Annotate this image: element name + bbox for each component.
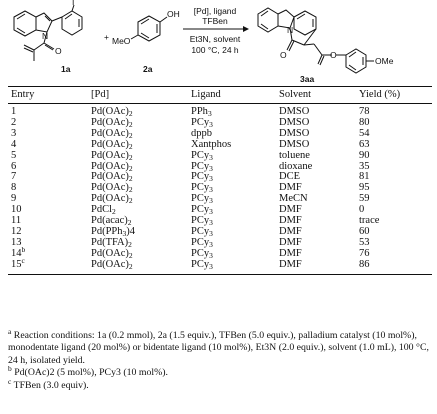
- entry-number: 2: [11, 116, 17, 128]
- pd-subscript: 2: [128, 239, 132, 249]
- pd-formula: Pd(OAc): [91, 106, 129, 117]
- reactant-2a-label: 2a: [143, 64, 153, 74]
- pd-subscript: 2: [128, 250, 133, 260]
- hydroxyl-label: OH: [167, 9, 180, 19]
- cell-yield: 63: [359, 138, 370, 150]
- footnote-b-mark: b: [8, 364, 12, 374]
- ligand-subscript: 3: [207, 109, 212, 118]
- cell-entry: [8, 129, 91, 140]
- pd-formula: Pd(OAc): [91, 247, 129, 259]
- ligand-formula: PCy: [191, 236, 210, 248]
- pd-formula: Pd(OAc): [91, 258, 129, 270]
- cell-yield: 0: [359, 204, 365, 216]
- cell-entry: [8, 118, 91, 129]
- col-header-yield: Yield (%): [359, 89, 401, 100]
- footnote-b: [8, 364, 432, 379]
- ligand-subscript: 3: [209, 207, 213, 217]
- entry-number: 12: [11, 225, 22, 237]
- reactant-1a-label: 1a: [61, 64, 71, 74]
- entry-number: 6: [11, 160, 17, 172]
- cell-solvent: DMF: [279, 204, 302, 216]
- pd-subscript: 2: [128, 119, 133, 129]
- cell-solvent: DMF: [279, 236, 302, 248]
- ligand-formula: PCy: [191, 149, 210, 161]
- product-nitrogen-label: N: [287, 25, 294, 35]
- cell-yield: 60: [359, 225, 370, 237]
- ligand-formula: PCy: [191, 215, 210, 227]
- pd-formula: Pd(OAc): [91, 127, 129, 139]
- ligand-subscript: 3: [209, 119, 213, 129]
- reactant-2a-structure: [131, 16, 167, 41]
- footnote-a-text: Reaction conditions: 1a (0.2 mmol), 2a (1.5 equiv.), TFBen (5.0 equiv.), palladium catalyst (10 mol%), monodentate ligand (20 mol%) or bidentate ligand (10 mol%), Et3N (2.0 equiv.), solvent (1.0 mL), 100 °C, 24 h, isolated yield.: [8, 330, 429, 366]
- ligand-formula: PCy: [191, 204, 210, 216]
- pd-formula: Pd(OAc): [91, 138, 129, 150]
- pd-formula: Pd(TFA): [91, 236, 129, 248]
- pd-subscript: 2: [128, 130, 133, 140]
- table-header: [8, 87, 432, 104]
- pd-formula: PdCl: [91, 204, 113, 216]
- conditions-catalyst: [Pd], ligand: [193, 6, 237, 16]
- cell-solvent: DMF: [279, 258, 302, 270]
- cell-yield: 35: [359, 160, 370, 172]
- plus-sign: +: [104, 32, 109, 42]
- cell-entry: [8, 140, 91, 151]
- cell-entry: [8, 104, 91, 118]
- entry-number: 7: [11, 171, 17, 183]
- col-header-entry: Entry: [11, 89, 35, 100]
- cell-yield: 80: [359, 116, 370, 128]
- iodine-atom-label: I: [72, 0, 75, 7]
- cell-solvent: DCE: [279, 171, 300, 183]
- pd-subscript: 2: [128, 196, 133, 206]
- cell-entry: [8, 172, 91, 183]
- table-body: [8, 104, 432, 275]
- cell-solvent: toluene: [279, 149, 310, 161]
- conditions-tfben: TFBen: [202, 16, 228, 26]
- ligand-formula: PCy: [191, 182, 210, 194]
- product-oxygen-label-1: O: [280, 50, 287, 60]
- ligand-subscript: 3: [209, 239, 213, 249]
- cell-entry: [8, 162, 91, 173]
- table-row: [8, 104, 432, 118]
- cell-solvent: DMF: [279, 182, 302, 194]
- pd-subscript: 2: [128, 261, 133, 271]
- ligand-formula: dppb: [191, 127, 212, 139]
- cell-yield: 59: [359, 193, 370, 205]
- table-row: [8, 151, 432, 162]
- cell-solvent: DMF: [279, 215, 302, 227]
- cell-solvent: DMSO: [279, 138, 310, 150]
- conditions-base-solvent: Et3N, solvent: [189, 34, 241, 44]
- pd-formula: Pd(acac): [91, 215, 128, 227]
- cell-yield: 54: [359, 127, 370, 139]
- ligand-formula: PCy: [191, 116, 210, 128]
- entry-number: 1: [11, 106, 17, 117]
- cell-entry: [8, 255, 91, 274]
- col-header-ligand: Ligand: [191, 89, 221, 100]
- table-footnotes: [8, 327, 432, 392]
- cell-yield: 78: [359, 106, 370, 117]
- pd-formula-tail: )4: [126, 225, 136, 237]
- pd-formula: Pd(PPh: [91, 225, 123, 237]
- product-methoxy-label: OMe: [375, 56, 394, 66]
- pd-formula: Pd(OAc): [91, 149, 129, 161]
- ligand-formula: PCy: [191, 160, 210, 172]
- entry-number: 8: [11, 182, 17, 194]
- cell-solvent: DMSO: [279, 127, 310, 139]
- methoxy-label: MeO: [112, 36, 131, 46]
- ligand-formula: PCy: [191, 247, 210, 259]
- pd-subscript: 2: [128, 152, 133, 162]
- cell-entry: [8, 183, 91, 194]
- ligand-subscript: 3: [209, 185, 213, 195]
- product-3aa-label: 3aa: [300, 74, 315, 84]
- pd-formula: Pd(OAc): [91, 182, 129, 194]
- entry-footnote-mark: b: [21, 244, 26, 254]
- entry-number: 9: [11, 193, 17, 205]
- ligand-formula: PPh: [191, 106, 208, 117]
- ligand-formula: PCy: [191, 258, 210, 270]
- ligand-formula: Xantphos: [191, 138, 232, 150]
- cell-ligand: [191, 104, 279, 118]
- table-row: [8, 140, 432, 151]
- ligand-subscript: 3: [209, 218, 213, 228]
- ligand-subscript: 3: [209, 228, 213, 238]
- reaction-arrow: [183, 26, 249, 32]
- ligand-subscript: 3: [209, 261, 213, 271]
- ligand-subscript: 3: [209, 196, 213, 206]
- cell-solvent: DMF: [279, 247, 302, 259]
- cell-yield: 76: [359, 247, 370, 259]
- conditions-temp-time: 100 °C, 24 h: [191, 45, 239, 55]
- cell-yield: 90: [359, 149, 370, 161]
- cell-yield: 81: [359, 171, 370, 183]
- cell-solvent: DMSO: [279, 116, 310, 128]
- entry-number: 4: [11, 138, 17, 150]
- col-header-solvent: Solvent: [279, 89, 312, 100]
- footnote-c: [8, 376, 432, 392]
- oxygen-atom-label: O: [55, 46, 62, 56]
- entry-number: 10: [11, 204, 22, 216]
- cell-yield: 95: [359, 182, 370, 194]
- entry-number: 11: [11, 215, 22, 227]
- entry-number: 14: [11, 247, 22, 259]
- footnote-b-text: Pd(OAc)2 (5 mol%), PCy3 (10 mol%).: [14, 367, 168, 379]
- cell-entry: [8, 151, 91, 162]
- ligand-formula: PCy: [191, 225, 210, 237]
- pd-subscript: 2: [128, 174, 133, 184]
- entry-number: 13: [11, 236, 22, 248]
- pd-subscript: 3: [122, 228, 127, 238]
- nitrogen-atom-label: N: [42, 31, 49, 41]
- pd-subscript: 2: [112, 207, 116, 217]
- pd-formula: Pd(OAc): [91, 171, 129, 183]
- pd-subscript: 2: [128, 163, 133, 173]
- ligand-formula: PCy: [191, 171, 210, 183]
- entry-number: 15: [11, 258, 22, 270]
- cell-solvent: dioxane: [279, 160, 313, 172]
- pd-subscript: 2: [128, 109, 133, 118]
- ligand-subscript: 3: [209, 152, 213, 162]
- entry-number: 3: [11, 127, 17, 139]
- ligand-formula: PCy: [191, 193, 210, 205]
- footnote-a-mark: a: [8, 327, 12, 336]
- ligand-subscript: 3: [209, 163, 213, 173]
- footnote-c-text: TFBen (3.0 equiv).: [13, 379, 89, 391]
- cell-yield: 86: [359, 258, 370, 270]
- pd-formula: Pd(OAc): [91, 160, 129, 172]
- cell-yield: 53: [359, 236, 370, 248]
- cell-ligand: [191, 260, 279, 274]
- reaction-scheme: [0, 0, 437, 86]
- cell-yield: trace: [359, 215, 380, 227]
- product-oxygen-label-2: O: [330, 50, 337, 60]
- product-3aa-structure: [258, 8, 374, 73]
- footnote-a: [8, 327, 432, 367]
- entry-number: 5: [11, 149, 17, 161]
- col-header-pd: [Pd]: [91, 89, 110, 100]
- ligand-subscript: 3: [209, 174, 213, 184]
- pd-subscript: 2: [127, 218, 132, 228]
- cell-pd: [91, 104, 191, 118]
- table-row: [8, 194, 432, 205]
- pd-formula: Pd(OAc): [91, 193, 129, 205]
- cell-pd: [91, 260, 191, 274]
- cell-solvent: DMSO: [279, 106, 310, 117]
- cell-solvent: MeCN: [279, 193, 308, 205]
- optimization-table: [8, 86, 432, 275]
- cell-solvent: DMF: [279, 225, 302, 237]
- table-row: [8, 260, 432, 274]
- pd-subscript: 2: [128, 141, 133, 151]
- pd-subscript: 2: [128, 185, 133, 195]
- pd-formula: Pd(OAc): [91, 116, 129, 128]
- entry-footnote-mark: c: [21, 255, 25, 265]
- ligand-subscript: 3: [209, 250, 213, 260]
- footnote-c-mark: c: [8, 376, 12, 386]
